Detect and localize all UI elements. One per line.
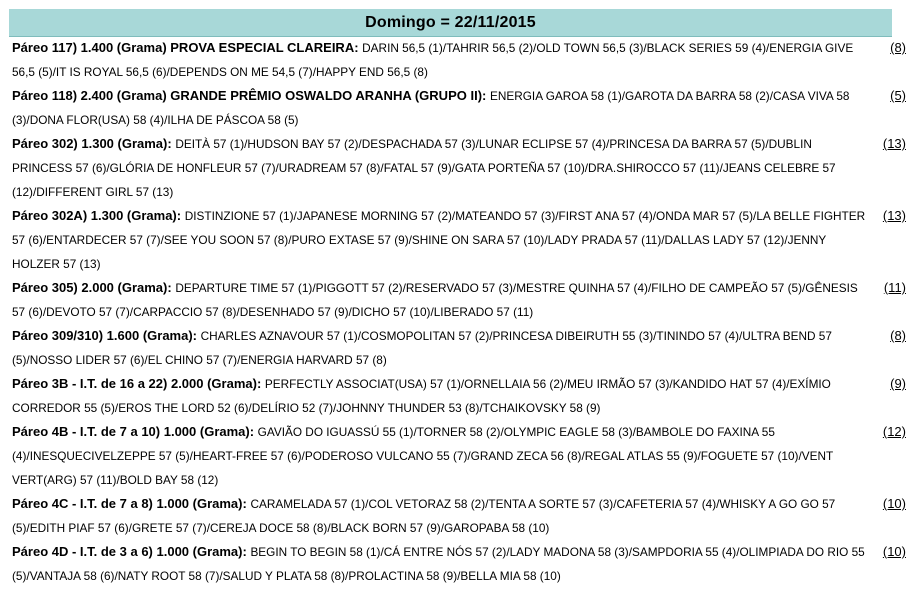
race-entries: ENERGIA GAROA 58 (1)/GAROTA DA BARRA 58 (2)/CASA VIVA 58 (3)/DONA FLOR(USA) 58 (4)/ILHA DE PÁSCOA 58 (5) bbox=[12, 89, 850, 127]
race-count-link[interactable]: (10) bbox=[882, 496, 906, 511]
race-entries: CARAMELADA 57 (1)/COL VETORAZ 58 (2)/TENTA A SORTE 57 (3)/CAFETERIA 57 (4)/WHISKY A GO GO 57 (5)/EDITH PIAF 57 (6)/GRETE 57 (7)/CEREJA DOCE 58 (8)/BLACK BORN 57 (9)/GAROPABA 58 (10) bbox=[12, 497, 836, 535]
race-117 bbox=[12, 36, 908, 84]
race-4b bbox=[12, 420, 908, 492]
race-count-link[interactable]: (13) bbox=[882, 208, 906, 223]
race-count-link[interactable]: (5) bbox=[890, 88, 906, 103]
race-entries: GAVIÃO DO IGUASSÚ 55 (1)/TORNER 58 (2)/OLYMPIC EAGLE 58 (3)/BAMBOLE DO FAXINA 55 (4)/INESQUECIVELZEPPE 57 (5)/HEART-FREE 57 (6)/PODEROSO VULCANO 55 (7)/GRAND ZECA 56 (8)/REGAL ATLAS 55 (9)/FOGUETE 57 (10)/VENT VERT(ARG) 57 (11)/BOLD BAY 58 (12) bbox=[12, 425, 833, 487]
race-title: Páreo 309/310) 1.600 (Grama): bbox=[12, 328, 201, 343]
race-title: Páreo 302) 1.300 (Grama): bbox=[12, 136, 176, 151]
race-title: Páreo 3B - I.T. de 16 a 22) 2.000 (Grama): bbox=[12, 376, 265, 391]
race-title: Páreo 302A) 1.300 (Grama): bbox=[12, 208, 185, 223]
race-count-link[interactable]: (9) bbox=[890, 376, 906, 391]
race-entries: DARIN 56,5 (1)/TAHRIR 56,5 (2)/OLD TOWN 56,5 (3)/BLACK SERIES 59 (4)/ENERGIA GIVE 56,5 (5)/IT IS ROYAL 56,5 (6)/DEPENDS ON ME 54,5 (7)/HAPPY END 56,5 (8) bbox=[12, 41, 854, 79]
race-4d bbox=[12, 540, 908, 588]
race-count-link[interactable]: (8) bbox=[890, 328, 906, 343]
race-title: Páreo 4B - I.T. de 7 a 10) 1.000 (Grama): bbox=[12, 424, 258, 439]
race-118 bbox=[12, 84, 908, 132]
race-4c bbox=[12, 492, 908, 540]
race-count-link[interactable]: (13) bbox=[882, 136, 906, 151]
race-entries: CHARLES AZNAVOUR 57 (1)/COSMOPOLITAN 57 (2)/PRINCESA DIBEIRUTH 55 (3)/TININDO 57 (4)/ULTRA BEND 57 (5)/NOSSO LIDER 57 (6)/EL CHINO 57 (7)/ENERGIA HARVARD 57 (8) bbox=[12, 329, 832, 367]
race-entries: BEGIN TO BEGIN 58 (1)/CÁ ENTRE NÓS 57 (2)/LADY MADONA 58 (3)/SAMPDORIA 55 (4)/OLIMPIADA DO RIO 55 (5)/VANTAJA 58 (6)/NATY ROOT 58 (7)/SALUD Y PLATA 58 (8)/PROLACTINA 58 (9)/BELLA MIA 58 (10) bbox=[12, 545, 865, 583]
race-entries: DEPARTURE TIME 57 (1)/PIGGOTT 57 (2)/RESERVADO 57 (3)/MESTRE QUINHA 57 (4)/FILHO DE CAMPEÃO 57 (5)/GÊNESIS 57 (6)/DEVOTO 57 (7)/CARPACCIO 57 (8)/DESENHADO 57 (9)/DICHO 57 (10)/LIBERADO 57 (11) bbox=[12, 281, 858, 319]
race-title: Páreo 4D - I.T. de 3 a 6) 1.000 (Grama): bbox=[12, 544, 251, 559]
date-header: Domingo = 22/11/2015 bbox=[9, 9, 892, 37]
race-title: Páreo 118) 2.400 (Grama) GRANDE PRÊMIO OSWALDO ARANHA (GRUPO II): bbox=[12, 88, 490, 103]
race-title: Páreo 4C - I.T. de 7 a 8) 1.000 (Grama): bbox=[12, 496, 251, 511]
race-count-link[interactable]: (12) bbox=[882, 424, 906, 439]
race-list bbox=[12, 36, 908, 588]
race-count-link[interactable]: (11) bbox=[883, 280, 906, 295]
race-count-link[interactable]: (8) bbox=[890, 40, 906, 55]
race-302 bbox=[12, 132, 908, 204]
race-title: Páreo 305) 2.000 (Grama): bbox=[12, 280, 176, 295]
race-3b bbox=[12, 372, 908, 420]
race-entries: PERFECTLY ASSOCIAT(USA) 57 (1)/ORNELLAIA 56 (2)/MEU IRMÃO 57 (3)/KANDIDO HAT 57 (4)/EXÍMIO CORREDOR 55 (5)/EROS THE LORD 52 (6)/DELÍRIO 52 (7)/JOHNNY THUNDER 53 (8)/TCHAIKOVSKY 58 (9) bbox=[12, 377, 831, 415]
race-305 bbox=[12, 276, 908, 324]
race-302a bbox=[12, 204, 908, 276]
race-title: Páreo 117) 1.400 (Grama) PROVA ESPECIAL CLAREIRA: bbox=[12, 40, 363, 55]
race-entries: DEITÀ 57 (1)/HUDSON BAY 57 (2)/DESPACHADA 57 (3)/LUNAR ECLIPSE 57 (4)/PRINCESA DA BARRA 57 (5)/DUBLIN PRINCESS 57 (6)/GLÓRIA DE HONFLEUR 57 (7)/URADREAM 57 (8)/FATAL 57 (9)/GATA PORTEÑA 57 (10)/DRA.SHIROCCO 57 (11)/JEANS CELEBRE 57 (12)/DIFFERENT GIRL 57 (13) bbox=[12, 137, 836, 199]
race-309-310 bbox=[12, 324, 908, 372]
race-count-link[interactable]: (10) bbox=[882, 544, 906, 559]
race-entries: DISTINZIONE 57 (1)/JAPANESE MORNING 57 (2)/MATEANDO 57 (3)/FIRST ANA 57 (4)/ONDA MAR 57 (5)/LA BELLE FIGHTER 57 (6)/ENTARDECER 57 (7)/SEE YOU SOON 57 (8)/PURO EXTASE 57 (9)/SHINE ON SARA 57 (10)/LADY PRADA 57 (11)/DALLAS LADY 57 (12)/JENNY HOLZER 57 (13) bbox=[12, 209, 866, 271]
